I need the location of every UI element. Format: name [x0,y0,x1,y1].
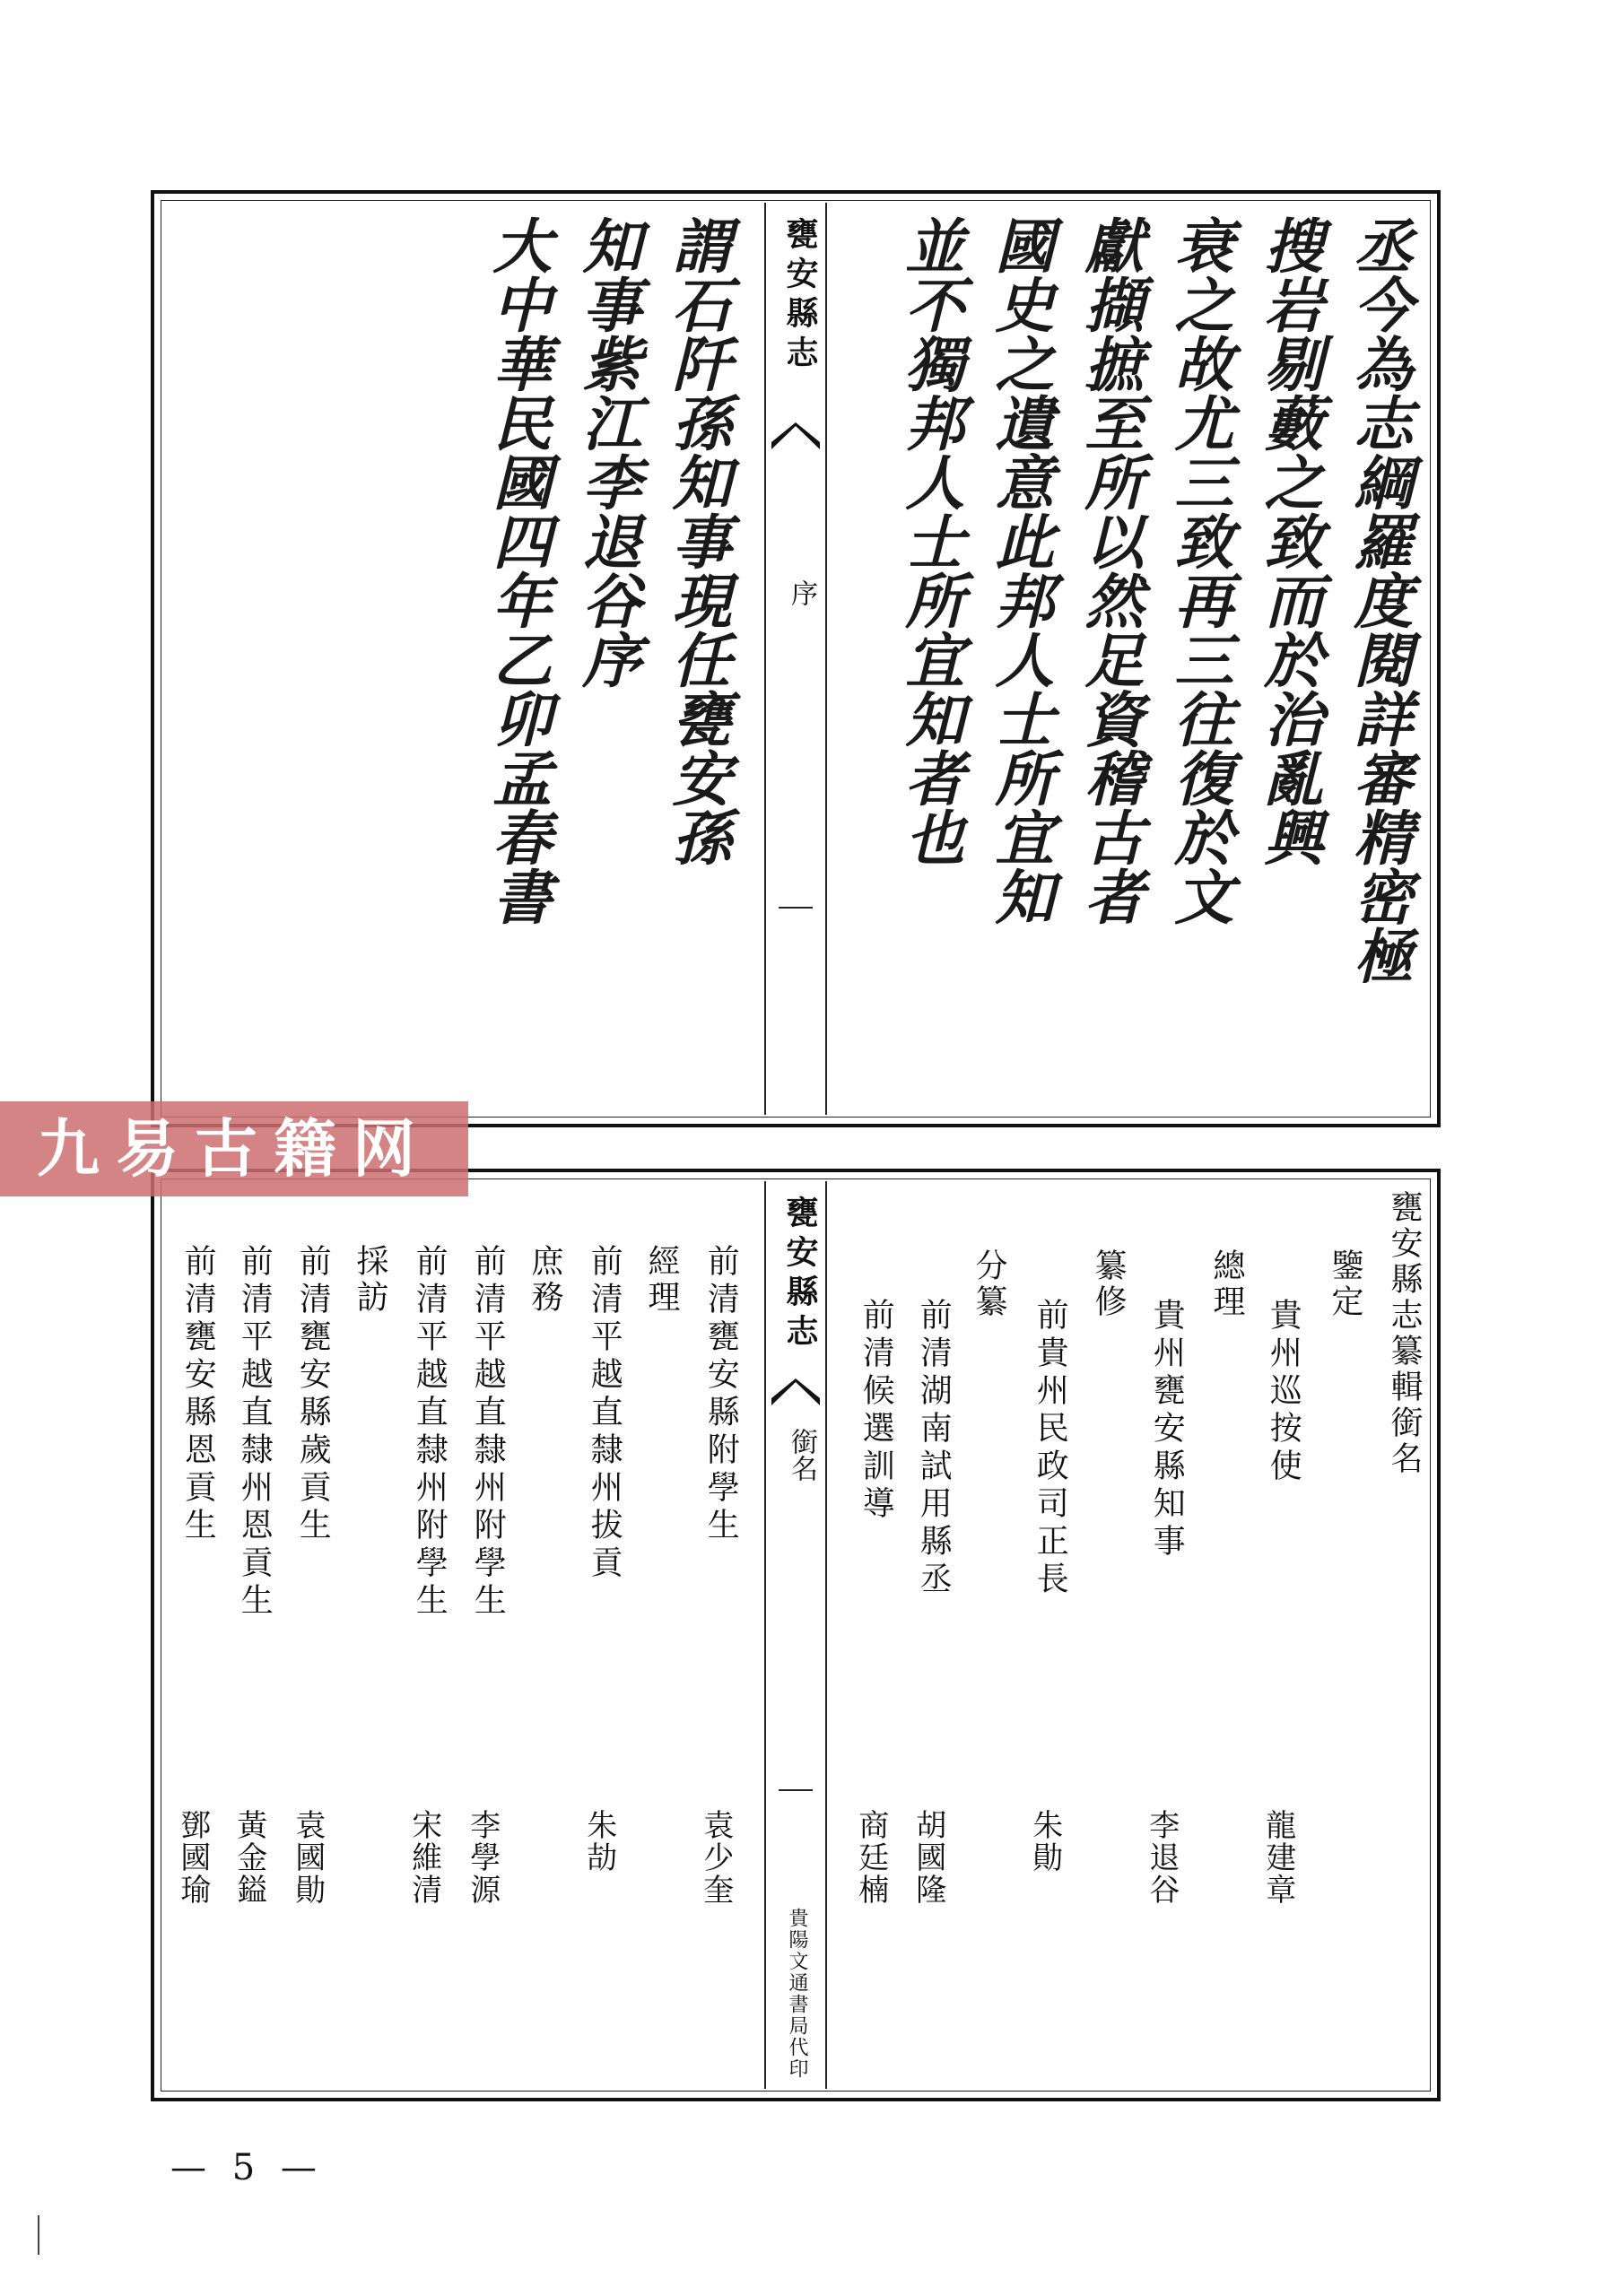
preface-column: 知事紫江李退谷序 [571,215,642,689]
preface-panel [151,190,1441,1127]
book-title: 甕安縣志 [781,1196,819,1353]
spine-column [764,203,827,1115]
role-heading: 分纂 [971,1248,1007,1320]
contributor-name: 李退谷 [1143,1809,1180,1906]
divider [779,907,813,909]
preface-column: 衰之故尤三致再三往復於文 [1163,215,1234,926]
contributor-name: 宋維清 [405,1809,442,1906]
role-heading: 經理 [643,1244,680,1316]
contributor-title: 前清平越直隸州附學生 [469,1244,507,1621]
contributor-title: 前貴州民政司正長 [1032,1298,1069,1599]
site-watermark: 九易古籍网 [0,1101,468,1196]
spine-column [764,1181,827,2089]
fish-tail-mark-icon [771,422,820,449]
contributor-title: 前清候選訓導 [858,1298,895,1524]
divider [779,1789,813,1791]
fish-tail-mark-icon [771,1378,820,1405]
preface-column: 獻擷摭至所以然足資稽古者 [1074,215,1145,926]
contributor-name: 袁國勛 [289,1809,326,1906]
contributor-name: 胡國隆 [910,1809,946,1906]
role-heading: 鑒定 [1327,1248,1363,1320]
contributors-panel [151,1169,1441,2101]
contributor-title: 貴州巡按使 [1265,1298,1302,1486]
page-number: — 5 — [170,2147,324,2188]
contributor-name: 黃金鎰 [231,1809,267,1906]
printer-imprint: 貴陽文通書局代印 [786,1908,808,2080]
contributor-name: 朱勛 [1026,1809,1063,1874]
role-heading: 總理 [1208,1248,1245,1320]
contributor-name: 朱劼 [580,1809,617,1874]
margin-mark [38,2215,39,2255]
contributor-name: 商廷楠 [852,1809,889,1906]
contributor-name: 鄧國瑜 [174,1809,211,1906]
contributor-title: 前清平越直隸州拔貢 [586,1244,623,1583]
book-title: 甕安縣志 [781,217,819,375]
contributor-title: 前清甕安縣恩貢生 [179,1244,217,1545]
contributor-name: 李學源 [464,1809,501,1906]
contributor-name: 袁少奎 [697,1809,734,1906]
preface-column: 並不獨邦人士所宜知者也 [894,215,965,866]
contributor-title: 前清甕安縣附學生 [702,1244,740,1545]
preface-column: 大中華民國四年乙卯孟春書 [482,215,553,926]
preface-column: 丞今為志綱羅度閱詳審精密極 [1343,215,1414,985]
contributor-name: 龍建章 [1259,1809,1296,1906]
preface-column: 搜岩剔藪之致而於治亂興 [1253,215,1324,866]
role-heading: 纂修 [1090,1248,1127,1320]
list-title: 甕安縣志纂輯銜名 [1386,1190,1423,1477]
contributor-title: 前清平越直隸州恩貢生 [236,1244,274,1621]
contributor-title: 前清平越直隸州附學生 [411,1244,449,1621]
preface-column: 國史之遺意此邦人士所宜知 [984,215,1055,926]
section-label: 銜名 [786,1428,817,1482]
role-heading: 採訪 [352,1244,388,1316]
contributor-title: 貴州甕安縣知事 [1148,1298,1186,1561]
role-heading: 庶務 [527,1244,563,1316]
section-label: 序 [786,579,817,606]
contributor-title: 前清湖南試用縣丞 [915,1298,953,1599]
contributor-title: 前清甕安縣歲貢生 [294,1244,332,1545]
preface-column: 謂石阡孫知事現任甕安孫 [661,215,732,866]
